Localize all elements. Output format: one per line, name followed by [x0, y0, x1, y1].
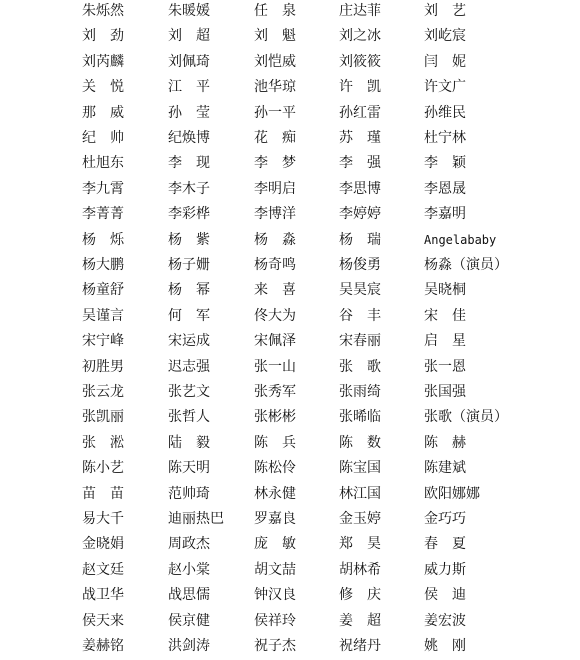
name-entry: 苏 瑾 — [339, 130, 381, 146]
name-entry: 吴昊宸 — [339, 282, 381, 298]
name-entry: 范帅琦 — [168, 486, 210, 502]
name-entry: 张云龙 — [82, 384, 124, 400]
name-entry: 张秀军 — [254, 384, 296, 400]
name-entry: 李彩桦 — [168, 206, 210, 222]
name-entry: 刘恺威 — [254, 54, 296, 70]
name-entry: 张国强 — [424, 384, 466, 400]
name-entry: 郑 昊 — [339, 536, 381, 552]
name-entry: 朱烁然 — [82, 3, 124, 19]
name-entry: 张 淞 — [82, 435, 124, 451]
name-entry: 池华琼 — [254, 79, 296, 95]
name-entry: 陈建斌 — [424, 460, 466, 476]
name-entry: 胡林希 — [339, 562, 381, 578]
name-row — [0, 178, 580, 203]
name-entry: 赵文廷 — [82, 562, 124, 578]
name-entry: 朱暖媛 — [168, 3, 210, 19]
name-entry: 江 平 — [168, 79, 210, 95]
name-entry: 威力斯 — [424, 562, 466, 578]
name-entry: 胡文喆 — [254, 562, 296, 578]
name-entry: 陈 数 — [339, 435, 381, 451]
name-row — [0, 610, 580, 635]
name-entry: 宋佩泽 — [254, 333, 296, 349]
name-entry: 李 颖 — [424, 155, 466, 171]
name-row — [0, 76, 580, 101]
name-entry: 来 喜 — [254, 282, 296, 298]
name-entry: 宋运成 — [168, 333, 210, 349]
name-entry: 侯天来 — [82, 613, 124, 629]
name-entry: 刘佩琦 — [168, 54, 210, 70]
name-entry: 李 梦 — [254, 155, 296, 171]
name-entry: 孙 莹 — [168, 105, 210, 121]
name-entry: 金玉婷 — [339, 511, 381, 527]
name-entry: 陈 兵 — [254, 435, 296, 451]
name-entry: 战思儒 — [168, 587, 210, 603]
name-entry: 刘芮麟 — [82, 54, 124, 70]
name-entry: 李菁菁 — [82, 206, 124, 222]
name-entry: 谷 丰 — [339, 308, 381, 324]
name-row — [0, 483, 580, 508]
name-row — [0, 25, 580, 50]
name-entry: 欧阳娜娜 — [424, 486, 480, 502]
name-entry: 孙红雷 — [339, 105, 381, 121]
name-entry: 张歌（演员） — [424, 409, 508, 425]
name-entry: 洪剑涛 — [168, 638, 210, 654]
name-entry: 花 痴 — [254, 130, 296, 146]
name-entry: 李 强 — [339, 155, 381, 171]
name-entry: 姜 超 — [339, 613, 381, 629]
name-entry: 李博洋 — [254, 206, 296, 222]
name-entry: 许 凯 — [339, 79, 381, 95]
name-entry: 陈天明 — [168, 460, 210, 476]
name-entry: 陈宝国 — [339, 460, 381, 476]
name-row — [0, 51, 580, 76]
name-entry: 林永健 — [254, 486, 296, 502]
name-row — [0, 203, 580, 228]
name-row — [0, 559, 580, 584]
name-entry: 刘之冰 — [339, 28, 381, 44]
name-entry: 姜赫铭 — [82, 638, 124, 654]
name-entry: 张晞临 — [339, 409, 381, 425]
name-entry: 易大千 — [82, 511, 124, 527]
name-entry: 祝绪丹 — [339, 638, 381, 654]
name-entry: 赵小棠 — [168, 562, 210, 578]
name-entry: 刘屹宸 — [424, 28, 466, 44]
name-entry: 苗 苗 — [82, 486, 124, 502]
name-entry: 佟大为 — [254, 308, 296, 324]
name-entry: 杨 烁 — [82, 232, 124, 248]
name-row — [0, 584, 580, 609]
name-entry: 刘 超 — [168, 28, 210, 44]
name-entry: 纪焕博 — [168, 130, 210, 146]
name-entry: 刘 魁 — [254, 28, 296, 44]
name-row — [0, 432, 580, 457]
name-entry: 宋宁峰 — [82, 333, 124, 349]
name-entry: 金晓娟 — [82, 536, 124, 552]
name-entry: 李 现 — [168, 155, 210, 171]
name-entry: 刘筱筱 — [339, 54, 381, 70]
name-row — [0, 635, 580, 660]
name-row — [0, 330, 580, 355]
name-entry: 李明启 — [254, 181, 296, 197]
name-row — [0, 279, 580, 304]
name-entry: 许文广 — [424, 79, 466, 95]
name-entry: 杨童舒 — [82, 282, 124, 298]
name-entry: 姚 刚 — [424, 638, 466, 654]
name-entry: 侯京健 — [168, 613, 210, 629]
name-entry: 迟志强 — [168, 359, 210, 375]
name-entry: 纪 帅 — [82, 130, 124, 146]
name-entry: 李婷婷 — [339, 206, 381, 222]
name-entry: 林江国 — [339, 486, 381, 502]
name-entry: Angelababy — [424, 233, 497, 247]
name-entry: 孙一平 — [254, 105, 296, 121]
name-entry: 祝子杰 — [254, 638, 296, 654]
name-row — [0, 229, 580, 254]
name-entry: 杨 瑞 — [339, 232, 381, 248]
name-entry: 张哲人 — [168, 409, 210, 425]
name-entry: 侯祥玲 — [254, 613, 296, 629]
name-entry: 陈 赫 — [424, 435, 466, 451]
name-entry: 孙维民 — [424, 105, 466, 121]
name-row — [0, 102, 580, 127]
name-entry: 张艺文 — [168, 384, 210, 400]
name-row — [0, 508, 580, 533]
name-row — [0, 457, 580, 482]
name-entry: 张彬彬 — [254, 409, 296, 425]
name-entry: 庞 敏 — [254, 536, 296, 552]
name-entry: 初胜男 — [82, 359, 124, 375]
name-entry: 李嘉明 — [424, 206, 466, 222]
name-entry: 钟汉良 — [254, 587, 296, 603]
name-row — [0, 381, 580, 406]
name-entry: 杨 紫 — [168, 232, 210, 248]
name-row — [0, 533, 580, 558]
name-entry: 张一恩 — [424, 359, 466, 375]
name-entry: 修 庆 — [339, 587, 381, 603]
name-entry: 何 军 — [168, 308, 210, 324]
name-entry: 宋 佳 — [424, 308, 466, 324]
name-entry: 李思博 — [339, 181, 381, 197]
name-entry: 杨淼（演员） — [424, 257, 508, 273]
name-row — [0, 254, 580, 279]
name-entry: 杨 幂 — [168, 282, 210, 298]
name-entry: 春 夏 — [424, 536, 466, 552]
name-entry: 闫 妮 — [424, 54, 466, 70]
name-entry: 杨大鹏 — [82, 257, 124, 273]
name-entry: 刘 艺 — [424, 3, 466, 19]
name-entry: 张一山 — [254, 359, 296, 375]
name-entry: 李九霄 — [82, 181, 124, 197]
name-entry: 那 威 — [82, 105, 124, 121]
name-row — [0, 356, 580, 381]
name-entry: 陈松伶 — [254, 460, 296, 476]
name-entry: 张凯丽 — [82, 409, 124, 425]
name-entry: 陆 毅 — [168, 435, 210, 451]
name-entry: 吴晓桐 — [424, 282, 466, 298]
name-entry: 杜旭东 — [82, 155, 124, 171]
name-entry: 关 悦 — [82, 79, 124, 95]
name-entry: 启 星 — [424, 333, 466, 349]
name-entry: 金巧巧 — [424, 511, 466, 527]
name-entry: 迪丽热巴 — [168, 511, 224, 527]
name-entry: 庄达菲 — [339, 3, 381, 19]
name-entry: 陈小艺 — [82, 460, 124, 476]
name-row — [0, 127, 580, 152]
name-entry: 吴谨言 — [82, 308, 124, 324]
name-row — [0, 0, 580, 25]
name-entry: 杨奇鸣 — [254, 257, 296, 273]
name-entry: 宋春丽 — [339, 333, 381, 349]
name-entry: 刘 劲 — [82, 28, 124, 44]
name-entry: 罗嘉良 — [254, 511, 296, 527]
name-entry: 侯 迪 — [424, 587, 466, 603]
name-entry: 杜宁林 — [424, 130, 466, 146]
name-entry: 杨 淼 — [254, 232, 296, 248]
name-entry: 张 歌 — [339, 359, 381, 375]
name-row — [0, 406, 580, 431]
name-entry: 周政杰 — [168, 536, 210, 552]
name-entry: 战卫华 — [82, 587, 124, 603]
name-entry: 任 泉 — [254, 3, 296, 19]
name-row — [0, 152, 580, 177]
name-entry: 李木子 — [168, 181, 210, 197]
name-entry: 杨俊勇 — [339, 257, 381, 273]
name-entry: 张雨绮 — [339, 384, 381, 400]
name-entry: 杨子姗 — [168, 257, 210, 273]
name-row — [0, 305, 580, 330]
name-entry: 李恩晟 — [424, 181, 466, 197]
name-entry: 姜宏波 — [424, 613, 466, 629]
